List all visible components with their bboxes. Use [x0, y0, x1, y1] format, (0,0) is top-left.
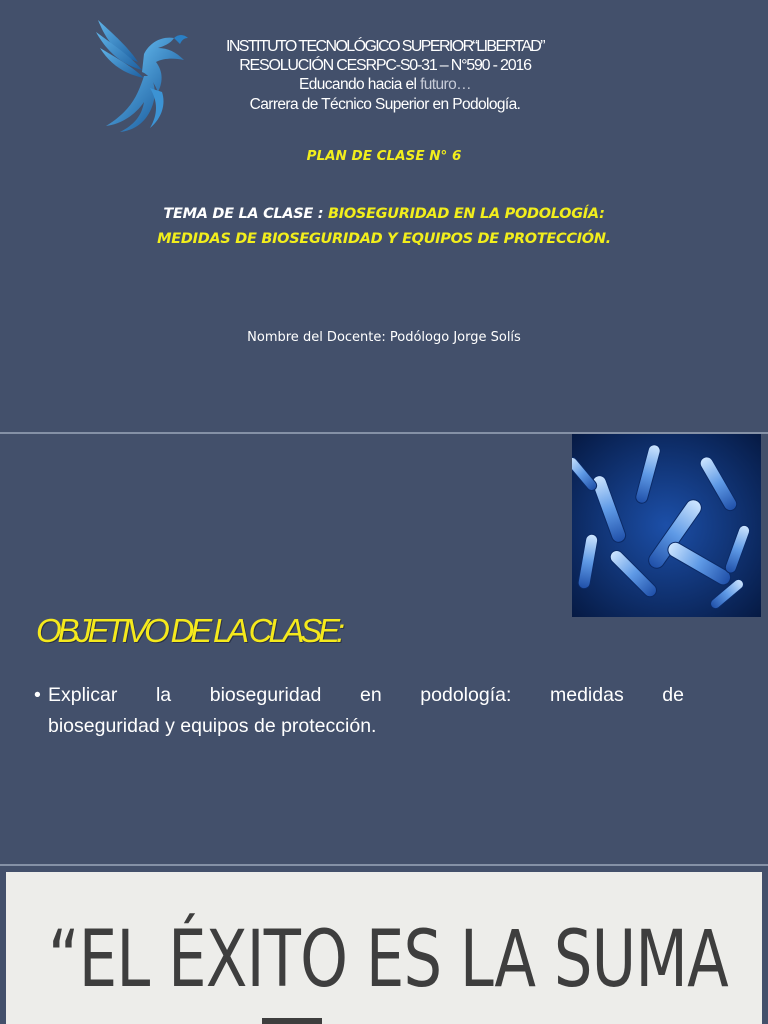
bullet-word: podología:: [420, 684, 512, 706]
bacteria-image: [572, 434, 761, 617]
quote-panel: [6, 872, 762, 1024]
bullet-word: en: [360, 684, 382, 706]
bullet-word: bioseguridad: [209, 684, 322, 706]
motto-suffix: futuro…: [420, 76, 471, 93]
quote-next-line-fragment: [262, 1018, 322, 1024]
institute-name: INSTITUTO TECNOLÓGICO SUPERIOR“LIBERTAD”: [226, 38, 544, 55]
objective-slide: [0, 434, 768, 864]
objective-title: OBJETIVO DE LA CLASE:: [36, 612, 341, 649]
tema-line-1: [0, 206, 768, 222]
bullet-word: de: [662, 684, 684, 706]
bullet-word: la: [155, 684, 172, 706]
motto-prefix: Educando hacia el: [299, 76, 421, 93]
title-slide: [0, 0, 768, 432]
career-line: Carrera de Técnico Superior en Podología.: [249, 96, 521, 113]
bullet-row-2: bioseguridad y equipos de protección.: [48, 715, 377, 737]
motto: [190, 76, 580, 94]
quote-slide: [0, 866, 768, 1024]
bullet-icon: •: [34, 684, 41, 706]
tema-label: TEMA DE LA CLASE :: [163, 206, 329, 222]
tema-line-2: [0, 231, 768, 247]
bullet-row-1: [48, 680, 684, 711]
phoenix-logo-icon: [92, 14, 196, 136]
bullet-word: Explicar: [48, 684, 118, 706]
bullet-word: medidas: [549, 684, 624, 706]
objective-bullet: [34, 680, 684, 742]
teacher-name: Nombre del Docente: Podólogo Jorge Solís: [247, 330, 521, 345]
tema-subtopic: MEDIDAS DE BIOSEGURIDAD Y EQUIPOS DE PROTECCIÓN.: [157, 231, 611, 247]
quote-text: “EL ÉXITO ES LA SUMA: [48, 915, 728, 1005]
plan-title: PLAN DE CLASE N° 6: [306, 148, 462, 164]
resolution-line: RESOLUCIÓN CESRPC-S0-31 – N°590 - 2016: [239, 57, 531, 74]
tema-topic: BIOSEGURIDAD EN LA PODOLOGÍA:: [328, 206, 605, 222]
